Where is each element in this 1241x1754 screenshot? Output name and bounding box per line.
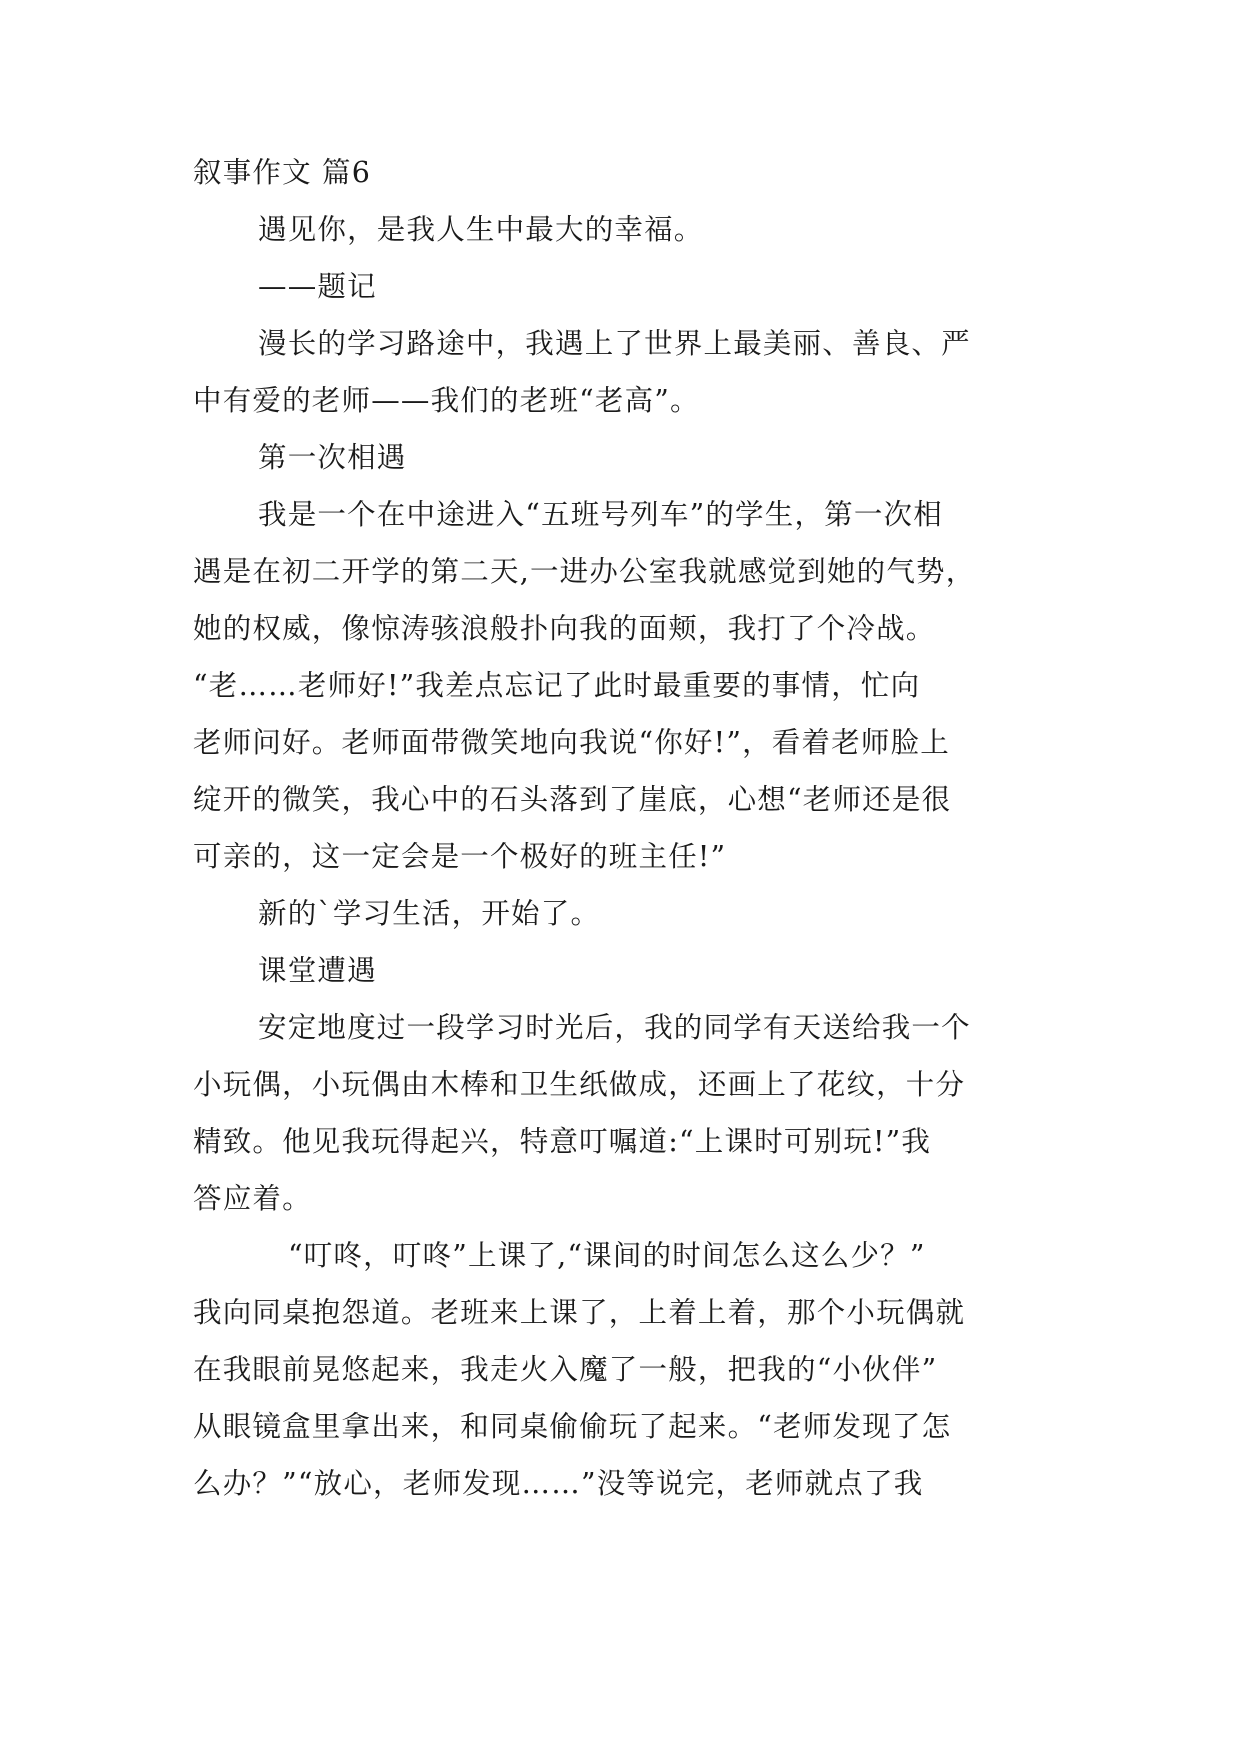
paragraph-line: 在我眼前晃悠起来，我走火入魔了一般，把我的“小伙伴” bbox=[193, 1353, 938, 1386]
paragraph-line: 她的权威，像惊涛骇浪般扑向我的面颊，我打了个冷战。 bbox=[193, 612, 936, 645]
paragraph-line: ——题记 bbox=[258, 270, 377, 303]
paragraph-line: “老……老师好!”我差点忘记了此时最重要的事情，忙向 bbox=[193, 669, 921, 702]
paragraph-line: 么办？”“放心，老师发现……”没等说完，老师就点了我 bbox=[193, 1467, 924, 1500]
section-heading: 第一次相遇 bbox=[258, 441, 407, 474]
paragraph-line: 可亲的，这一定会是一个极好的班主任!” bbox=[193, 840, 727, 873]
section-heading: 课堂遭遇 bbox=[258, 954, 377, 987]
paragraph-line: 从眼镜盒里拿出来，和同桌偷偷玩了起来。“老师发现了怎 bbox=[193, 1410, 952, 1443]
paragraph-line: 安定地度过一段学习时光后，我的同学有天送给我一个 bbox=[258, 1011, 971, 1044]
paragraph-line: 我是一个在中途进入“五班号列车”的学生，第一次相 bbox=[258, 498, 943, 531]
paragraph-line: 我向同桌抱怨道。老班来上课了，上着上着，那个小玩偶就 bbox=[193, 1296, 966, 1329]
paragraph-line: 绽开的微笑，我心中的石头落到了崖底，心想“老师还是很 bbox=[193, 783, 952, 816]
paragraph-line: 老师问好。老师面带微笑地向我说“你好!”，看着老师脸上 bbox=[193, 726, 950, 759]
paragraph-line: 漫长的学习路途中，我遇上了世界上最美丽、善良、严 bbox=[258, 327, 971, 360]
paragraph-line: 新的`学习生活，开始了。 bbox=[258, 897, 601, 930]
paragraph-line: “叮咚，叮咚”上课了,“课间的时间怎么这么少？” bbox=[288, 1239, 926, 1272]
paragraph-line: 精致。他见我玩得起兴，特意叮嘱道:“上课时可别玩!”我 bbox=[193, 1125, 932, 1158]
paragraph-line: 中有爱的老师——我们的老班“老高”。 bbox=[193, 384, 700, 417]
paragraph-line: 答应着。 bbox=[193, 1182, 312, 1215]
document-title: 叙事作文 篇6 bbox=[193, 156, 372, 189]
paragraph-line: 遇见你，是我人生中最大的幸福。 bbox=[258, 213, 704, 246]
paragraph-line: 小玩偶，小玩偶由木棒和卫生纸做成，还画上了花纹，十分 bbox=[193, 1068, 966, 1101]
paragraph-line: 遇是在初二开学的第二天,一进办公室我就感觉到她的气势， bbox=[193, 555, 976, 588]
